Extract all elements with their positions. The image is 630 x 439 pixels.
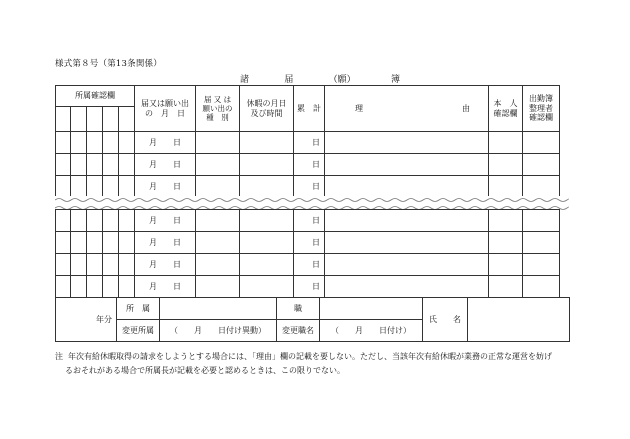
confirm-cell[interactable]	[87, 176, 103, 198]
note-text: るおそれがある場合で所属長が記載を必要と認めるときは、この限りでない。	[65, 366, 345, 375]
leave-cell[interactable]	[240, 254, 294, 276]
table-row	[56, 276, 560, 298]
transfer-date-field[interactable]: （ 月 日付け異動）	[160, 320, 277, 342]
request-date-cell[interactable]: 月 日	[135, 176, 196, 198]
confirm-cell[interactable]	[71, 176, 87, 198]
confirm-cell[interactable]	[87, 232, 103, 254]
confirm-cell[interactable]	[56, 254, 71, 276]
cumulative-cell[interactable]: 日	[294, 176, 325, 198]
kind-cell[interactable]	[196, 132, 240, 154]
table-row	[56, 232, 560, 254]
note-marker: 注	[55, 352, 63, 361]
leave-cell[interactable]	[240, 176, 294, 198]
confirm-cell[interactable]	[119, 107, 135, 132]
employee-info-table	[55, 297, 570, 342]
cumulative-cell[interactable]: 日	[294, 232, 325, 254]
confirm-cell[interactable]	[87, 254, 103, 276]
title-char: 届	[284, 75, 294, 85]
header-line: 願い出の	[202, 104, 233, 113]
confirm-cell[interactable]	[56, 132, 71, 154]
position-label: 職	[277, 298, 320, 320]
attendance-cell[interactable]	[523, 154, 560, 176]
leave-cell[interactable]	[240, 132, 294, 154]
attendance-cell[interactable]	[523, 132, 560, 154]
confirm-cell[interactable]	[103, 107, 119, 132]
form-number: 様式第８号（第13条関係）	[55, 59, 162, 69]
year-label: 年分	[56, 298, 117, 342]
cumulative-cell[interactable]: 日	[294, 210, 325, 232]
form-title	[240, 72, 400, 85]
table-row	[56, 254, 560, 276]
attendance-cell[interactable]	[523, 176, 560, 198]
reason-cell[interactable]	[325, 176, 489, 198]
request-date-header	[135, 86, 196, 132]
request-date-cell[interactable]: 月 日	[135, 132, 196, 154]
confirm-cell[interactable]	[56, 107, 71, 132]
affiliation-confirm-header: 所属確認欄	[56, 86, 135, 107]
leave-cell[interactable]	[240, 232, 294, 254]
confirm-cell[interactable]	[119, 154, 135, 176]
kind-cell[interactable]	[196, 254, 240, 276]
footnote	[55, 350, 575, 378]
header-line: 整理者	[529, 103, 553, 113]
confirm-cell[interactable]	[56, 154, 71, 176]
confirm-cell[interactable]	[71, 232, 87, 254]
header-line: 出勤簿	[529, 94, 553, 104]
self-confirm-cell[interactable]	[489, 154, 523, 176]
request-date-cell[interactable]: 月 日	[135, 154, 196, 176]
affiliation-field[interactable]	[160, 298, 277, 320]
reason-cell[interactable]	[325, 154, 489, 176]
self-confirm-cell[interactable]	[489, 232, 523, 254]
confirm-cell[interactable]	[119, 254, 135, 276]
confirm-cell[interactable]	[103, 276, 119, 298]
self-confirm-cell[interactable]	[489, 176, 523, 198]
position-change-date-field[interactable]: （ 月 日付け）	[320, 320, 423, 342]
cumulative-header: 累 計	[294, 86, 325, 132]
title-char: 簿	[390, 75, 400, 85]
self-confirm-cell[interactable]	[489, 132, 523, 154]
confirm-cell[interactable]	[119, 132, 135, 154]
confirm-cell[interactable]	[71, 132, 87, 154]
confirm-cell[interactable]	[103, 254, 119, 276]
confirm-cell[interactable]	[71, 210, 87, 232]
cumulative-cell[interactable]: 日	[294, 154, 325, 176]
request-date-cell[interactable]: 月 日	[135, 210, 196, 232]
leave-cell[interactable]	[240, 210, 294, 232]
name-field[interactable]	[468, 298, 570, 342]
ledger-table-bottom	[55, 209, 560, 298]
request-date-cell[interactable]: 月 日	[135, 254, 196, 276]
request-kind-header	[196, 86, 240, 132]
request-date-cell[interactable]: 月 日	[135, 232, 196, 254]
self-confirm-cell[interactable]	[489, 276, 523, 298]
changed-position-label: 変更職名	[277, 320, 320, 342]
header-line: 理	[355, 103, 363, 113]
attendance-cell[interactable]	[523, 232, 560, 254]
table-row	[56, 154, 560, 176]
ledger-table-top	[55, 85, 560, 198]
reason-cell[interactable]	[325, 232, 489, 254]
confirm-cell[interactable]	[87, 210, 103, 232]
header-line: 由	[462, 103, 470, 113]
table-row	[56, 210, 560, 232]
leave-datetime-header	[240, 86, 294, 132]
header-line: 届又は願い出	[141, 98, 189, 108]
position-field[interactable]	[320, 298, 423, 320]
confirm-cell[interactable]	[119, 276, 135, 298]
confirm-cell[interactable]	[87, 154, 103, 176]
header-line: 及び時間	[250, 108, 283, 118]
note-text: 年次有給休暇取得の請求をしようとする場合には、「理由」欄の記載を要しない。ただし、当該年次有給休暇が業務の正常な運営を妨げ	[68, 352, 552, 361]
confirm-cell[interactable]	[56, 210, 71, 232]
confirm-cell[interactable]	[71, 254, 87, 276]
header-line: 確認欄	[529, 113, 553, 123]
reason-cell[interactable]	[325, 132, 489, 154]
confirm-cell[interactable]	[56, 176, 71, 198]
confirm-cell[interactable]	[56, 232, 71, 254]
table-row	[56, 132, 560, 154]
reason-cell[interactable]	[325, 210, 489, 232]
kind-cell[interactable]	[196, 232, 240, 254]
kind-cell[interactable]	[196, 154, 240, 176]
attendance-confirm-header	[523, 86, 560, 132]
attendance-cell[interactable]	[523, 276, 560, 298]
kind-cell[interactable]	[196, 276, 240, 298]
header-line: 確認欄	[493, 108, 518, 118]
header-line: 本 人	[493, 98, 518, 108]
title-char: 諸	[240, 75, 250, 85]
confirm-cell[interactable]	[119, 210, 135, 232]
header-line: 届 又 は	[203, 95, 232, 104]
self-confirm-header	[489, 86, 523, 132]
request-date-cell[interactable]: 月 日	[135, 276, 196, 298]
confirm-cell[interactable]	[103, 132, 119, 154]
confirm-cell[interactable]	[119, 232, 135, 254]
confirm-cell[interactable]	[103, 232, 119, 254]
header-line: 休暇の月日	[246, 98, 287, 108]
self-confirm-cell[interactable]	[489, 210, 523, 232]
reason-cell[interactable]	[325, 276, 489, 298]
confirm-cell[interactable]	[87, 107, 103, 132]
confirm-cell[interactable]	[103, 154, 119, 176]
confirm-cell[interactable]	[56, 276, 71, 298]
changed-affiliation-label: 変更所属	[117, 320, 160, 342]
attendance-cell[interactable]	[523, 254, 560, 276]
affiliation-label: 所 属	[117, 298, 160, 320]
name-label: 氏 名	[423, 298, 468, 342]
leave-cell[interactable]	[240, 276, 294, 298]
self-confirm-cell[interactable]	[489, 254, 523, 276]
confirm-cell[interactable]	[71, 154, 87, 176]
leave-cell[interactable]	[240, 154, 294, 176]
cumulative-cell[interactable]: 日	[294, 132, 325, 154]
confirm-cell[interactable]	[103, 210, 119, 232]
confirm-cell[interactable]	[87, 276, 103, 298]
cumulative-cell[interactable]: 日	[294, 276, 325, 298]
confirm-cell[interactable]	[71, 276, 87, 298]
title-char: （願）	[328, 75, 356, 85]
attendance-cell[interactable]	[523, 210, 560, 232]
kind-cell[interactable]	[196, 210, 240, 232]
kind-cell[interactable]	[196, 176, 240, 198]
confirm-cell[interactable]	[119, 176, 135, 198]
confirm-cell[interactable]	[71, 107, 87, 132]
confirm-cell[interactable]	[103, 176, 119, 198]
reason-header	[325, 86, 489, 132]
cumulative-cell[interactable]: 日	[294, 254, 325, 276]
confirm-cell[interactable]	[87, 132, 103, 154]
header-line: の 月 日	[145, 108, 185, 118]
table-row	[56, 176, 560, 198]
reason-cell[interactable]	[325, 254, 489, 276]
header-line: 種 別	[206, 113, 229, 122]
